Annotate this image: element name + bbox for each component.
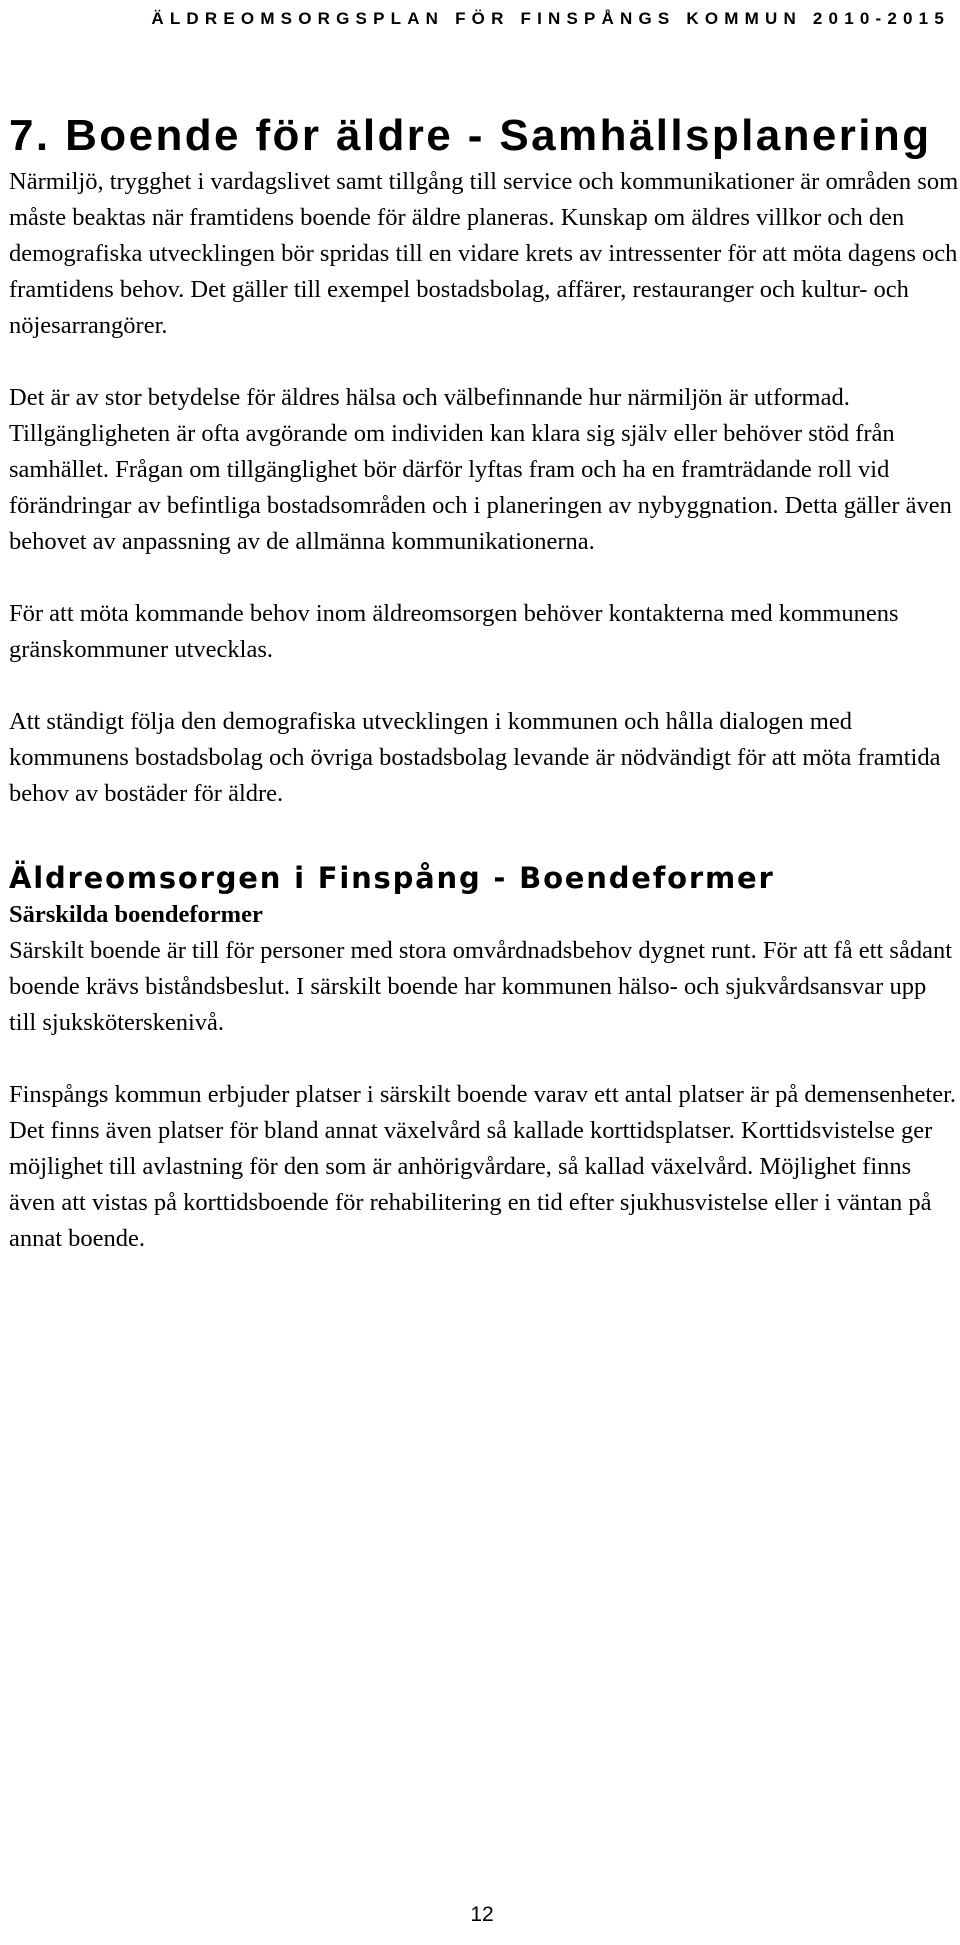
paragraph: Det är av stor betydelse för äldres hälsa och välbefinnande hur närmiljön är utformad. bbox=[9, 384, 850, 411]
paragraph: Finspångs kommun erbjuder platser i särskilt boende varav ett antal platser är på demensenheter. Det finns även platser för bland annat växelvård så kallade korttidsplatser. Korttidsvistelse ger möjlighet till avlastning för den som är anhörigvårdare, så kallad växelvård. Möjlighet finns även att vistas på korttidsboende för rehabilitering en tid efter sjukhusvistelse eller i väntan på annat boende. bbox=[9, 1081, 957, 1252]
chapter-title: 7. Boende för äldre - Samhällsplanering bbox=[9, 111, 932, 160]
running-header: ÄLDREOMSORGSPLAN FÖR FINSPÅNGS KOMMUN 2010-2015 bbox=[151, 9, 950, 28]
paragraph: För att möta kommande behov inom äldreomsorgen behöver kontakterna med kommunens gränskommuner utvecklas. bbox=[9, 600, 899, 663]
section-body bbox=[9, 933, 959, 1257]
page-content bbox=[9, 108, 959, 1257]
paragraph: Närmiljö, trygghet i vardagslivet samt tillgång till service och kommunikationer är områden som måste beaktas när framtidens boende för äldre planeras. Kunskap om äldres villkor och den demografiska utvecklingen bör spridas till en vidare krets av intressenter för att möta dagens och framtidens behov. Det gäller till exempel bostadsbolag, affärer, restauranger och kultur- och nöjesarrangörer. bbox=[9, 168, 959, 339]
section-title: Äldreomsorgen i Finspång - Boendeformer bbox=[9, 861, 775, 895]
paragraph: Särskilt boende är till för personer med stora omvårdnadsbehov dygnet runt. För att få ett sådant boende krävs biståndsbeslut. I särskilt boende har kommunen hälso- och sjukvårdsansvar upp till sjuksköterskenivå. bbox=[9, 937, 952, 1036]
chapter-body bbox=[9, 164, 959, 812]
paragraph: Tillgängligheten är ofta avgörande om individen kan klara sig själv eller behöver stöd från samhället. Frågan om tillgänglighet bör därför lyftas fram och ha en framträdande roll vid förändringar av befintliga bostadsområden och i planeringen av nybyggnation. Detta gäller även behovet av anpassning av de allmänna kommunikationerna. bbox=[9, 420, 952, 555]
page-number: 12 bbox=[470, 1903, 494, 1926]
section-subheading: Särskilda boendeformer bbox=[9, 901, 263, 928]
paragraph: Att ständigt följa den demografiska utvecklingen i kommunen och hålla dialogen med kommunens bostadsbolag och övriga bostadsbolag levande är nödvändigt för att möta framtida behov av bostäder för äldre. bbox=[9, 708, 941, 807]
